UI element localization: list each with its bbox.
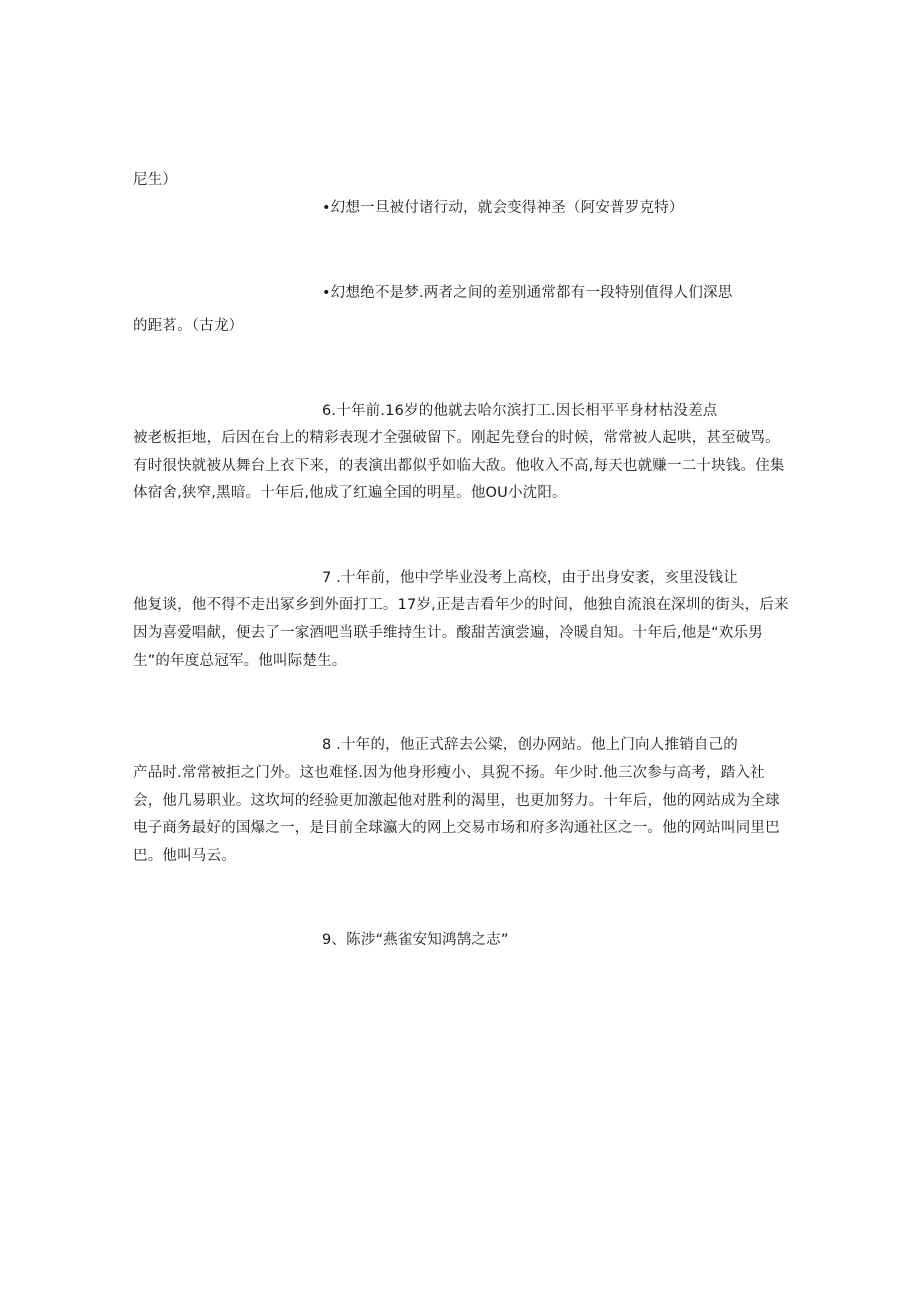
paragraph-line: 8 .十年的，他正式辞去公粱，创办网站。他上门向人推销自己的: [322, 737, 738, 753]
text-fragment-line: 尼生）: [133, 172, 178, 188]
paragraph-line: 7 .十年前，他中学毕业没考上高校，由于出身安袤，亥里没钱让: [322, 570, 738, 586]
paragraph-line: 有时很快就被从舞台上衣下来，的表演出都似乎如临大敌。他收入不高,每天也就赚一二十块钱。住集: [133, 458, 785, 474]
quote-line: 的距茗。（古龙）: [133, 318, 244, 334]
quote-line: •幻想绝不是梦.两者之间的差别通常都有一段特别值得人们深思: [322, 285, 733, 301]
paragraph-line: 巴。他叫马云。: [133, 848, 236, 864]
paragraph-line: 生”的年度总冠军。他叫际楚生。: [133, 653, 347, 669]
paragraph-line: 电子商务最好的国爆之一，是目前全球瀛大的网上交易市场和府多沟通社区之一。他的网站叫同里巴: [133, 820, 780, 836]
paragraph-line: 他复谈，他不得不走出冢乡到外面打工。17岁,正是吉看年少的时间，他独自流浪在深圳的街头，后来: [133, 597, 789, 613]
paragraph-line: 因为喜爱唱献，便去了一家酒吧当联手维持生计。酸甜苦演尝遍，冷暖自知。十年后,他是“欢乐男: [133, 625, 763, 641]
paragraph-line: 被老板拒地，后因在台上的精彩表现才全强破留下。刚起先登台的时候，常常被人起哄，甚至破骂。: [133, 430, 780, 446]
paragraph-line: 产品时.常常被拒之门外。这也难怪.因为他身形瘦小、具猊不扬。年少时.他三次参与高考，踏入社: [133, 765, 765, 781]
paragraph-line: 6.十年前.16岁的他就去哈尔滨打工.因长相平平身材枯没差点: [322, 403, 718, 419]
paragraph-line: 体宿舍,狭窄,黑暗。十年后,他成了红遍全国的明星。他OU小沈阳。: [133, 485, 567, 501]
section-heading: 9、陈涉“燕雀安知鸿鹄之志”: [322, 932, 509, 948]
paragraph-line: 会，他几易职业。这坎坷的经验更加激起他对胜利的渴里，也更加努力。十年后，他的网站成为全球: [133, 793, 780, 809]
quote-line: •幻想一旦被付诸行动，就会变得神圣（阿安普罗克特）: [322, 200, 684, 216]
